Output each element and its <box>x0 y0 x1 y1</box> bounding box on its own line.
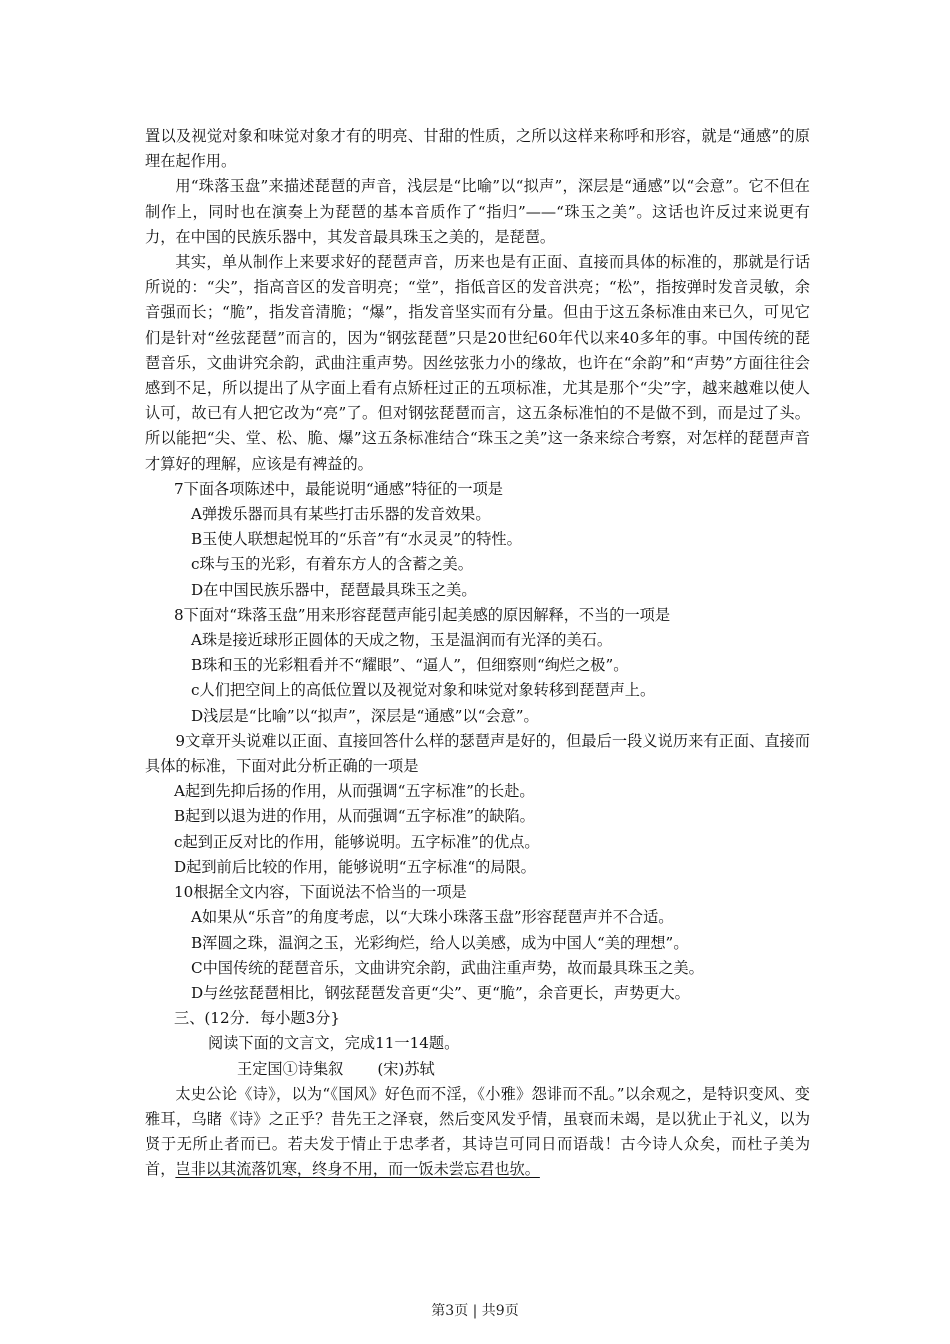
classical-text-title <box>145 1057 810 1082</box>
question-8-stem: 8下面对“珠落玉盘”用来形容琵琶声能引起美感的原因解释，不当的一项是 <box>174 605 671 624</box>
question-9-option-d: D起到前后比较的作用，能够说明“五字标准“的局限。 <box>174 857 536 876</box>
question-8-option-c: c人们把空间上的高低位置以及视觉对象和味觉对象转移到琵琶声上。 <box>191 681 656 700</box>
question-10-option-b: B浑圆之珠，温润之玉，光彩绚烂，给人以美感，成为中国人“美的理想”。 <box>191 933 689 952</box>
question-8-option-a: A珠是接近球形正圆体的天成之物，玉是温润而有光泽的美石。 <box>191 631 613 650</box>
question-10-option-c: C中国传统的琵琶音乐，文曲讲究余韵，武曲注重声势，故而最具珠玉之美。 <box>191 958 704 977</box>
classical-text-plain: 太史公论《诗》，以为“《国风》好色而不淫，《小雅》怨诽而不乱。”以余观之，是特识变风、变雅耳，乌睹《诗》之正乎？昔先王之泽衰，然后变风发乎情，虽衰而未竭，是以犹止于礼义，以为贤于无所止者而已。若夫发于情止于忠孝者，其诗岂可同日而语哉！古今诗人众矣，而杜子美为首， <box>145 1084 810 1179</box>
section-3-instruction: 阅读下面的文言文，完成11一14题。 <box>208 1034 460 1053</box>
page-footer: 第3页 | 共9页 <box>431 1303 519 1319</box>
question-7-option-c: c珠与玉的光彩，有着东方人的含蓄之美。 <box>191 555 473 574</box>
classical-text-author: (宋)苏轼 <box>377 1059 435 1078</box>
passage-paragraph-3: 其实，单从制作上来要求好的琵琶声音，历来也是有正面、直接而具体的标准的，那就是行话所说的：“尖”，指高音区的发音明亮；“堂”，指低音区的发音洪亮；“松”，指按弹时发音灵敏，余音强而长；“脆”，指发音清脆；“爆”，指发音坚实而有分量。但由于这五条标准由来已久，可见它们是针对“丝弦琵琶”而言的，因为“钢弦琵琶”只是20世纪60年代以来40多年的事。中国传统的琵琶音乐，文曲讲究余韵，武曲注重声势。因丝弦张力小的缘故，也许在“余韵”和“声势”方面往往会感到不足，所以提出了从字面上看有点矫枉过正的五项标准，尤其是那个“尖”字，越来越难以使人认可，故已有人把它改为“亮”了。但对钢弦琵琶而言，这五条标准怕的不是做不到，而是过了头。所以能把“尖、堂、松、脆、爆”这五条标准结合“珠玉之美”这一条来综合考察，对怎样的琵琶声音才算好的理解，应该是有裨益的。 <box>145 253 810 473</box>
question-7-option-b: B玉使人联想起悦耳的“乐音”有“水灵灵”的特性。 <box>191 530 522 549</box>
question-7-option-a: A弹拨乐器而具有某些打击乐器的发音效果。 <box>191 505 491 524</box>
passage-paragraph-2: 用“珠落玉盘”来描述琵琶的声音，浅层是“比喻”以“拟声”，深层是“通感”以“会意”。它不但在制作上，同时也在演奏上为琵琶的基本音质作了“指归”——“珠玉之美”。这话也许反过来说更有力，在中国的民族乐器中，其发音最具珠玉之美的，是琵琶。 <box>145 177 810 246</box>
question-9-stem: 9文章开头说难以正面、直接回答什么样的瑟琶声是好的，但最后一段义说历来有正面、直接而具体的标准，下面对此分析正确的一项是 <box>145 731 810 776</box>
page-content <box>145 124 810 1183</box>
passage-paragraph-1: 置以及视觉对象和味觉对象才有的明亮、甘甜的性质，之所以这样来称呼和形容，就是“通感”的原理在起作用。 <box>145 127 810 171</box>
question-10-option-d: D与丝弦琵琶相比，钢弦琵琶发音更“尖”、更“脆”，余音更长，声势更大。 <box>191 983 690 1002</box>
question-8-option-d: D浅层是“比喻”以“拟声”，深层是“通感”以“会意”。 <box>191 706 539 725</box>
question-7-option-d: D在中国民族乐器中，琵琶最具珠玉之美。 <box>191 580 477 599</box>
classical-text-underlined: 岂非以其流落饥寒，终身不用，而一饭未尝忘君也欤。 <box>175 1160 540 1179</box>
question-10-option-a: A如果从“乐音”的角度考虑，以“大珠小珠落玉盘”形容琵琶声并不合适。 <box>191 908 674 927</box>
section-3-heading: 三、(12分．每小题3分} <box>174 1009 341 1028</box>
classical-text-body <box>145 1082 810 1183</box>
question-10-stem: 10根据全文内容，下面说法不恰当的一项是 <box>174 883 467 902</box>
question-9-option-a: A起到先抑后扬的作用，从而强调“五字标准”的长赴。 <box>174 782 535 801</box>
question-9-option-c: c起到正反对比的作用，能够说明。五字标准”的优点。 <box>174 832 540 851</box>
classical-text-title-main: 王定国①诗集叙 <box>237 1059 344 1078</box>
question-8-option-b: B珠和玉的光彩粗看并不“耀眼”、“逼人”，但细察则“绚烂之极”。 <box>191 656 629 675</box>
question-9-option-b: B起到以退为进的作用，从而强调“五字标准”的缺陷。 <box>174 807 535 826</box>
question-7-stem: 7下面各项陈述中，最能说明“通感”特征的一项是 <box>174 479 503 498</box>
